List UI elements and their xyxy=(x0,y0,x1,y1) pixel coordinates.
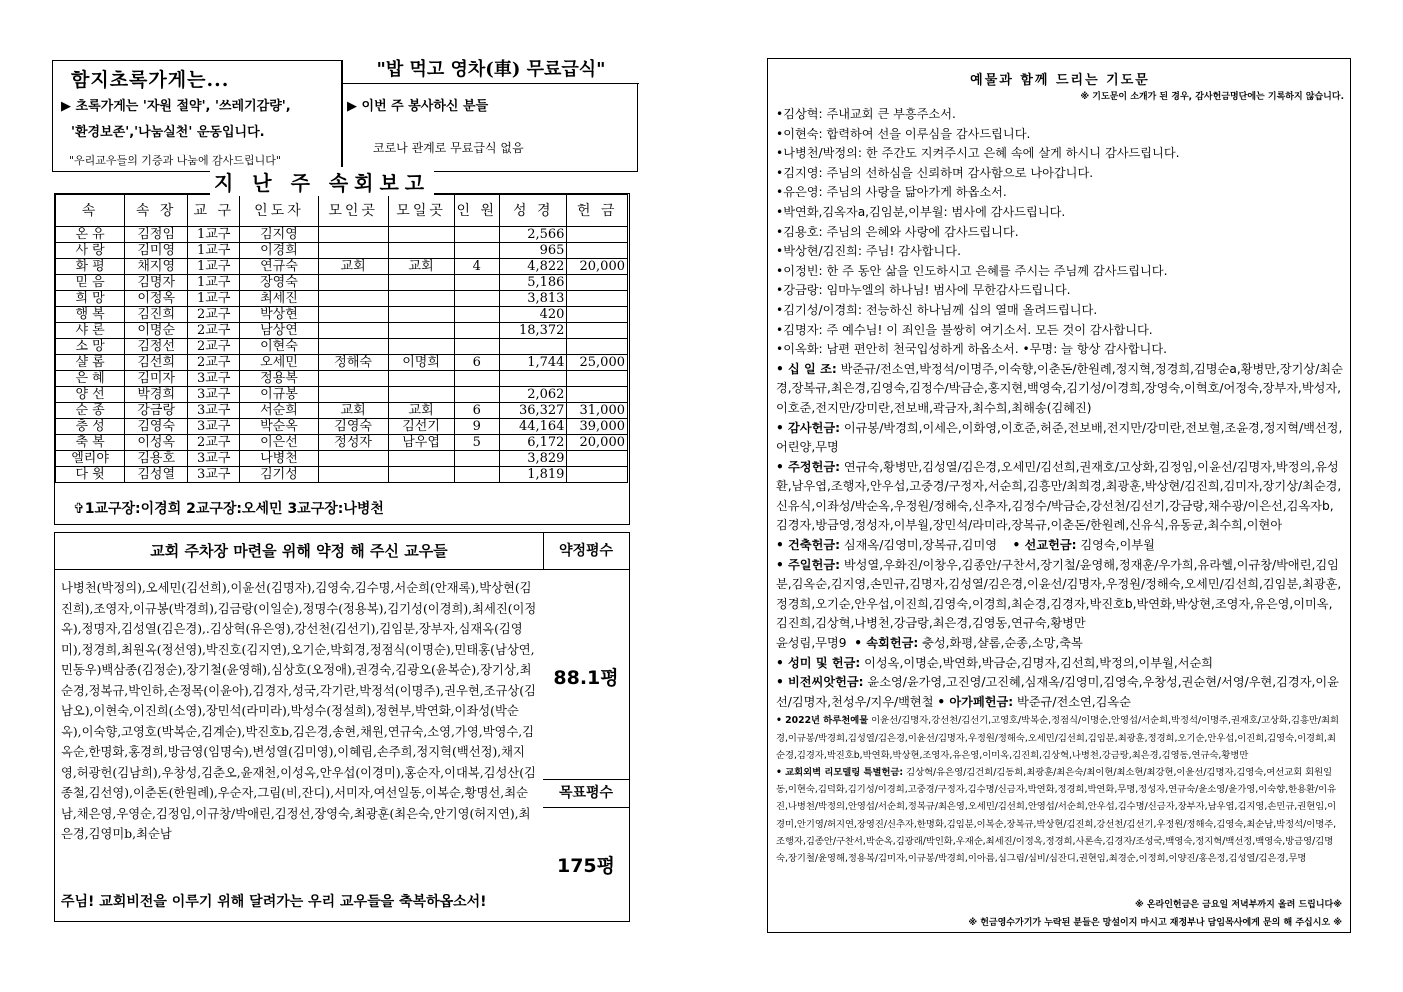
report-cell: 남우엽 xyxy=(388,435,454,451)
report-cell: 축 복 xyxy=(56,435,125,451)
report-cell: 온 유 xyxy=(56,227,125,243)
report-cell: 정성자 xyxy=(318,435,388,451)
thanks-label: • 감사헌금: xyxy=(776,420,840,435)
report-header-0: 속 xyxy=(56,195,125,227)
weekly-names: 연규숙,황병만,김성열/김은경,오세민/김선희,권재호/고상화,김정임,이윤선/김명자,박정의,유성환,남우엽,조행자,안우섭,고중경/구정자,서순희,김흥만/최희경,최광훈,박상현/김진희,김미자,장기상/최순경,신유식,이좌성/박순옥,우정원/정해숙,신추자,김정수/박금순,강선천/김선기,강금랑,채수광/이은선,김옥자b,김경자,방금영,정성자,이부월,장민석/라미라,장복규,이춘돈/한원례,신유식,유동균,최수희,이현아 xyxy=(776,459,1342,533)
sunday-meeting-list xyxy=(776,634,1344,654)
report-cell xyxy=(454,291,500,307)
weekly-label: • 주정헌금: xyxy=(776,459,840,474)
report-cell xyxy=(567,291,628,307)
report-cell xyxy=(567,467,628,483)
report-row xyxy=(56,451,628,467)
report-cell: 2,566 xyxy=(500,227,567,243)
report-cell: 김선기 xyxy=(388,419,454,435)
report-cell: 4 xyxy=(454,259,500,275)
report-cell: 이정옥 xyxy=(125,291,188,307)
prayer-item: •김명자: 주 예수님! 이 죄인을 불쌍히 여기소서. 모든 것이 감사합니다. xyxy=(776,322,1153,337)
report-cell: 나병천 xyxy=(240,451,318,467)
report-cell xyxy=(388,323,454,339)
report-cell xyxy=(454,451,500,467)
report-cell: 6 xyxy=(454,403,500,419)
report-cell: 교회 xyxy=(388,403,454,419)
report-cell: 남상연 xyxy=(240,323,318,339)
report-cell xyxy=(454,307,500,323)
report-cell: 3교구 xyxy=(188,467,240,483)
offering-prayer-box xyxy=(767,58,1351,933)
christmas-label: • 성미 및 헌금: xyxy=(776,655,861,670)
report-cell: 김기성 xyxy=(240,467,318,483)
report-cell: 20,000 xyxy=(567,259,628,275)
remodel-names: 김상혁/유은영/김건희/김동희,최광훈/최은숙/최이현/최소현/최강현,이윤선/김명자,김영숙,여선교회 회원일동,이현숙,김덕화,김기성/이경희,고중경/구정자,김수명/신금자,박연화,정경희,박연화,무명,정성자,연규숙/윤소영/윤가영,이숙향,한용환/이유진,나병천/박정의,안영섭/서순희,정복규/최은영,오세민/김선희,안영섭/서순희,안우섭,김수명/신금자,장부자,남우엽,김지영,손민규,권현임,이경미,안기영/허지연,장영진/신추자,한명화,김임분,이복순,장복규,박상현/김진희,강선천/김선기,우정원/정해숙,김영숙,최순남,박정석/이명주,조행자,김종안/구찬서,박순옥,김광래/박인화,우재순,최세진/이정옥,정경희,사론속,김경자/조성국,백영숙,정지혁/백선정,백영숙,방금영/김명숙,장기철/윤영해,정용복/김미자,이규봉/박경희,이아름,심그림/심비/심잔디,권현임,최경순,이정희,이양진/홍은정,김성열/김은경,무명 xyxy=(776,767,1337,865)
report-cell: 3교구 xyxy=(188,419,240,435)
report-cell xyxy=(454,339,500,355)
report-cell xyxy=(388,275,454,291)
report-cell: 3교구 xyxy=(188,451,240,467)
thanks-names: 이규봉/박경희,이세은,이화영,이호준,허준,전보배,전지만/강미란,전보혈,조윤경,정지혁/백선정,어린양,무명 xyxy=(776,420,1343,455)
prayer-item: •유은영: 주님의 사랑을 닮아가게 하옵소서. xyxy=(776,185,1007,200)
report-cell: 장영숙 xyxy=(240,275,318,291)
report-cell: 2교구 xyxy=(188,339,240,355)
prayer-item: •박상현/김진희: 주님! 감사합니다. xyxy=(776,244,961,259)
report-header-1: 속 장 xyxy=(125,195,188,227)
report-row xyxy=(56,323,628,339)
free-meal-message: 코로나 관계로 무료급식 없음 xyxy=(373,141,524,155)
report-cell: 김선희 xyxy=(125,355,188,371)
report-cell: 25,000 xyxy=(567,355,628,371)
tithe-label: • 십 일 조: xyxy=(776,361,837,376)
online-offering-note: ※ 온라인헌금은 금요일 저녁부까지 올려 드립니다※ xyxy=(1134,900,1342,910)
meeting-report-title: 지 난 주 속회보고 xyxy=(210,167,434,196)
report-cell xyxy=(318,451,388,467)
report-header-6: 인 원 xyxy=(454,195,500,227)
report-cell xyxy=(318,467,388,483)
report-cell: 1교구 xyxy=(188,227,240,243)
report-cell xyxy=(318,371,388,387)
report-cell: 교회 xyxy=(388,259,454,275)
parking-pledge-title: 교회 주차장 마련을 위해 약정 해 주신 교우들 xyxy=(55,533,544,570)
report-cell: 6,172 xyxy=(500,435,567,451)
daily-label: • 2022년 하루천예물 xyxy=(776,715,869,727)
report-cell: 이명순 xyxy=(125,323,188,339)
report-cell xyxy=(318,243,388,259)
meeting-report-table xyxy=(55,194,628,483)
christmas-list xyxy=(776,654,1344,674)
prayer-item: •나병천/박정의: 한 주간도 지켜주시고 은혜 속에 살게 하시니 감사드립니다. xyxy=(776,146,1180,161)
report-cell: 교회 xyxy=(318,403,388,419)
report-cell xyxy=(318,387,388,403)
report-cell: 연규숙 xyxy=(240,259,318,275)
report-row xyxy=(56,403,628,419)
report-cell: 박상현 xyxy=(240,307,318,323)
mission-label: • 선교헌금: xyxy=(1012,538,1077,553)
remodel-list xyxy=(776,764,1344,867)
green-store-line-1: ▶ 초록가게는 '자원 절약', '쓰레기감량', xyxy=(61,99,291,114)
tithe-list xyxy=(776,360,1344,419)
report-cell: 이현숙 xyxy=(240,339,318,355)
green-store-box xyxy=(52,60,342,172)
report-header-2: 교 구 xyxy=(188,195,240,227)
report-cell: 1,819 xyxy=(500,467,567,483)
report-row xyxy=(56,243,628,259)
report-cell xyxy=(318,323,388,339)
report-cell: 9 xyxy=(454,419,500,435)
report-header-4: 모인곳 xyxy=(318,195,388,227)
report-cell: 소 망 xyxy=(56,339,125,355)
report-cell xyxy=(388,451,454,467)
report-cell xyxy=(454,243,500,259)
report-cell: 희 망 xyxy=(56,291,125,307)
report-cell: 김미자 xyxy=(125,371,188,387)
report-cell xyxy=(388,227,454,243)
report-cell: 김영숙 xyxy=(125,419,188,435)
prayer-item: •박연화,김옥자a,김임분,이부월: 범사에 감사드립니다. xyxy=(776,204,1066,219)
receipt-note: ※ 헌금영수가기가 누락된 분들은 망설이지 마시고 재정부나 담임목사에게 문의 해 주십시오 ※ xyxy=(968,918,1342,928)
daily-names: 이윤선/김명자,강선천/김선기,고영호/박복순,정점식/이명순,안영섭/서순희,박정석/이명주,권재호/고상화,김흥만/최희경,이규봉/박경희,김성열/김은경,이윤선/김명자,우정원/정해숙,오세민/김선희,김임분,최광훈,정경희,오기순,안우섭,이진희,김영숙,이경희,최순경,김경자,박진호b,박연화,박상현,조영자,유은영,이미옥,김진희,김상혁,나병천,강금랑,최은경,김영동,연규숙,황병만 xyxy=(776,715,1339,761)
free-meal-servers: ▶ 이번 주 봉사하신 분들 xyxy=(347,99,489,114)
report-cell: 정용복 xyxy=(240,371,318,387)
report-row xyxy=(56,387,628,403)
christmas-names: 이성옥,이명순,박연화,박금순,김명자,김선희,박정의,이부월,서순희 xyxy=(864,655,1214,670)
report-cell xyxy=(318,339,388,355)
report-cell: 김용호 xyxy=(125,451,188,467)
building-names: 심재옥/김영미,장복규,김미영 xyxy=(843,538,998,553)
report-cell: 김명자 xyxy=(125,275,188,291)
report-cell: 20,000 xyxy=(567,435,628,451)
report-cell xyxy=(454,467,500,483)
report-header-7: 성 경 xyxy=(500,195,567,227)
report-cell: 420 xyxy=(500,307,567,323)
report-cell: 이명희 xyxy=(388,355,454,371)
prayer-list xyxy=(776,105,1344,360)
report-cell: 양 선 xyxy=(56,387,125,403)
meeting-names: 충성,화평,샬롬,순종,소망,축복 xyxy=(922,636,1083,651)
prayer-item: •김지영: 주님의 선하심을 신뢰하며 감사함으로 나아갑니다. xyxy=(776,165,1094,180)
report-cell: 1교구 xyxy=(188,243,240,259)
report-cell: 39,000 xyxy=(567,419,628,435)
report-cell: 1교구 xyxy=(188,291,240,307)
report-cell: 5,186 xyxy=(500,275,567,291)
report-cell: 최세진 xyxy=(240,291,318,307)
free-meal-box xyxy=(342,60,638,172)
report-header-5: 모일곳 xyxy=(388,195,454,227)
report-cell: 김정선 xyxy=(125,339,188,355)
report-cell: 김성열 xyxy=(125,467,188,483)
report-row xyxy=(56,355,628,371)
report-cell xyxy=(567,307,628,323)
report-cell: 김지영 xyxy=(240,227,318,243)
report-cell: 2교구 xyxy=(188,307,240,323)
report-cell: 44,164 xyxy=(500,419,567,435)
prayer-item: •김기성/이경희: 전능하신 하나님께 십의 열매 올려드립니다. xyxy=(776,302,1098,317)
prayer-item: •이정빈: 한 주 동안 삶을 인도하시고 은혜를 주시는 주님께 감사드립니다. xyxy=(776,263,1168,278)
report-cell: 믿 음 xyxy=(56,275,125,291)
report-cell: 강금랑 xyxy=(125,403,188,419)
report-cell: 3,829 xyxy=(500,451,567,467)
pledge-area-value: 88.1평 xyxy=(553,667,619,689)
report-cell: 샤 론 xyxy=(56,323,125,339)
report-cell xyxy=(567,243,628,259)
report-cell xyxy=(567,451,628,467)
report-cell: 샬 롬 xyxy=(56,355,125,371)
report-cell: 3교구 xyxy=(188,371,240,387)
thanks-list xyxy=(776,419,1344,458)
report-row xyxy=(56,419,628,435)
report-cell xyxy=(318,275,388,291)
report-cell: 이성옥 xyxy=(125,435,188,451)
report-cell xyxy=(500,371,567,387)
mission-names: 김영숙,이부월 xyxy=(1080,538,1155,553)
report-row xyxy=(56,339,628,355)
report-cell xyxy=(567,275,628,291)
report-cell xyxy=(567,371,628,387)
parking-prayer: 주님! 교회비전을 이루기 위해 달려가는 우리 교우들을 축복하옵소서! xyxy=(61,894,487,910)
vision-label: • 비전씨앗헌금: xyxy=(776,675,864,690)
district-leaders: ✞1교구장:이경희 2교구장:오세민 3교구장:나병천 xyxy=(73,501,384,517)
report-row xyxy=(56,371,628,387)
report-cell: 화 평 xyxy=(56,259,125,275)
report-cell: 충 성 xyxy=(56,419,125,435)
report-cell xyxy=(454,371,500,387)
pledge-area-label: 약정평수 xyxy=(543,533,629,570)
vision-cafe-list xyxy=(776,673,1344,712)
report-cell xyxy=(567,227,628,243)
report-cell xyxy=(388,387,454,403)
report-cell: 서순희 xyxy=(240,403,318,419)
report-cell: 은 혜 xyxy=(56,371,125,387)
prayer-item: •이옥화: 남편 편안히 천국입성하게 하옵소서. •무명: 늘 항상 감사합니다. xyxy=(776,342,1167,357)
report-cell xyxy=(567,339,628,355)
building-label: • 건축헌금: xyxy=(776,538,840,553)
report-cell: 교회 xyxy=(318,259,388,275)
report-cell: 3교구 xyxy=(188,387,240,403)
pledge-names: 나병천(박정의),오세민(김선희),이윤선(김명자),김영숙,김수명,서순희(안재록),박상현(김진희),조영자,이규봉(박경희),김금랑(이일순),정명수(정용복),김기성(이경희),최세진(이정옥),정명자,김성열(김은경),.김상혁(유은영),강선천(김선기),김임분,장부자,심재옥(김영미),정경희,최원옥(정선영),박진호(김지연),오기순,박회경,정점식(이명순),민태홍(남상연,민동우)백삼종(김정순),장기철(윤영해),심상호(오정애),권경숙,김광오(윤복순),장기상,최순경,정복규,박인하,손정목(이윤아),김경자,성국,각기란,박정석(이명주),권우현,조규상(김남오),이현숙,이진희(소영),장민석(라미라),박성수(정설희),정현부,박연화,이좌성(박순옥),이숙향,고영호(박복순,김계순),박진호b,김은경,송현,채원,연규숙,소영,가영,박영수,김옥순,한명화,홍경희,방금영(임명숙),변성열(김미영),이혜림,손주희,정지혁(백선정),채지영,허광헌(김남희),우창성,김춘오,윤재천,이성옥,안우섭(이경미),홍순자,이대복,김성산(김종철,김선영),이춘돈(한원례),우순자,그림(비,잔디),서미자,여선일동,이복순,황명선,최순남,채은영,우영순,김정임,이규창/박애린,김정선,장영숙,최광훈(최은숙,안기영(허지연),최은경,김영미b,최순남 xyxy=(61,581,537,841)
report-row xyxy=(56,227,628,243)
report-cell xyxy=(388,467,454,483)
report-header-3: 인도자 xyxy=(240,195,318,227)
report-cell xyxy=(388,307,454,323)
report-cell xyxy=(500,339,567,355)
report-row xyxy=(56,307,628,323)
parking-pledge-box xyxy=(54,532,630,922)
report-cell: 김정임 xyxy=(125,227,188,243)
report-row xyxy=(56,467,628,483)
report-cell xyxy=(388,291,454,307)
report-cell: 엘리야 xyxy=(56,451,125,467)
offering-body xyxy=(776,105,1344,867)
report-cell: 박경희 xyxy=(125,387,188,403)
report-cell: 박순옥 xyxy=(240,419,318,435)
report-cell: 4,822 xyxy=(500,259,567,275)
report-row xyxy=(56,259,628,275)
report-cell xyxy=(567,387,628,403)
report-cell: 다 윗 xyxy=(56,467,125,483)
meeting-report xyxy=(54,193,630,525)
offering-note: ※ 기도문이 소개가 된 경우, 감사헌금명단에는 기록하지 않습니다. xyxy=(1080,92,1344,102)
report-cell xyxy=(318,291,388,307)
report-cell: 2,062 xyxy=(500,387,567,403)
goal-area-value: 175평 xyxy=(556,855,615,877)
offering-title: 예물과 함께 드리는 기도문 xyxy=(970,73,1150,88)
weekly-list xyxy=(776,458,1344,536)
green-store-quote: "우리교우들의 기증과 나눔에 감사드립니다" xyxy=(69,154,281,167)
report-row xyxy=(56,275,628,291)
goal-area-label: 목표평수 xyxy=(543,779,629,808)
prayer-item: •김용호: 주님의 은혜와 사랑에 감사드립니다. xyxy=(776,224,1019,239)
report-cell xyxy=(454,227,500,243)
remodel-label: • 교회외벽 리모델링 특별헌금: xyxy=(776,767,904,779)
report-cell: 6 xyxy=(454,355,500,371)
report-cell xyxy=(454,275,500,291)
report-row xyxy=(56,435,628,451)
green-store-title: 함지초록가게는... xyxy=(71,69,230,91)
report-cell xyxy=(388,243,454,259)
sunday-names: 박성열,우화진/이창우,김종안/구찬서,장기철/윤영해,정재훈/우가희,유라헬,이규창/박애린,김임분,김옥순,김지영,손민규,김명자,김성열/김은경,이윤선/김명자,우정원/정해숙,오세민/김선희,김임분,최광훈,정경희,오기순,안우섭,이진희,김영숙,이경희,최순경,김경자,박진호b,박연화,박상현,조영자,유은영,이미옥,김진희,김상혁,나병천,강금랑,최은경,김영동,연규숙,황병만 xyxy=(776,557,1342,631)
report-cell: 오세민 xyxy=(240,355,318,371)
report-cell: 36,327 xyxy=(500,403,567,419)
report-cell xyxy=(454,387,500,403)
report-cell: 1,744 xyxy=(500,355,567,371)
report-row xyxy=(56,291,628,307)
pledge-area-column xyxy=(543,533,629,921)
cafe-label: • 아가페헌금: xyxy=(937,694,1014,709)
report-cell: 1교구 xyxy=(188,275,240,291)
report-cell: 2교구 xyxy=(188,323,240,339)
report-cell: 18,372 xyxy=(500,323,567,339)
cafe-names: 박준규/전소연,김옥순 xyxy=(1017,694,1131,709)
tithe-names: 박준규/전소연,박정석/이명주,이숙향,이춘돈/한원례,정지혁,정경희,김명순a,황병만,장기상/최순경,장복규,최은경,김영숙,김정수/박금순,홍지현,백영숙,김기성/이경희,장영숙,이혁호/어정숙,장부자,박성자,이호준,전지만/강미란,전보배,곽금자,최수희,최해송(김혜진) xyxy=(776,361,1343,415)
report-cell: 5 xyxy=(454,435,500,451)
report-cell: 이경희 xyxy=(240,243,318,259)
report-cell xyxy=(318,227,388,243)
daily-list xyxy=(776,712,1344,764)
sunday-label: • 주일헌금: xyxy=(776,557,840,572)
report-cell: 3교구 xyxy=(188,403,240,419)
report-cell xyxy=(318,307,388,323)
report-cell: 사 랑 xyxy=(56,243,125,259)
sunday-tail: 윤성림,무명9 xyxy=(776,636,847,651)
report-cell: 31,000 xyxy=(567,403,628,419)
report-cell xyxy=(454,323,500,339)
vision-names: 윤소영/윤가영,고진영/고진혜,심재옥/김영미,김영숙,우창성,권순현/서영/우현,김경자,이윤선/김명자,천성우/지우/백현철 xyxy=(776,675,1339,709)
report-cell: 김미영 xyxy=(125,243,188,259)
prayer-item: •이현숙: 합력하여 선을 이루심을 감사드립니다. xyxy=(776,126,1031,141)
report-cell: 행 복 xyxy=(56,307,125,323)
report-cell: 채지영 xyxy=(125,259,188,275)
report-cell: 정해숙 xyxy=(318,355,388,371)
report-cell: 이규봉 xyxy=(240,387,318,403)
report-cell: 2교구 xyxy=(188,355,240,371)
report-cell: 2교구 xyxy=(188,435,240,451)
building-mission-list xyxy=(776,536,1344,556)
report-cell: 김영숙 xyxy=(318,419,388,435)
report-cell xyxy=(567,323,628,339)
report-cell: 김진희 xyxy=(125,307,188,323)
report-cell: 3,813 xyxy=(500,291,567,307)
sunday-list xyxy=(776,556,1344,634)
report-cell: 이은선 xyxy=(240,435,318,451)
report-cell: 순 종 xyxy=(56,403,125,419)
report-cell xyxy=(388,339,454,355)
prayer-item: •강금랑: 임마누엘의 하나님! 범사에 무한감사드립니다. xyxy=(776,283,1071,298)
meeting-label: • 속회헌금: xyxy=(854,636,919,651)
report-cell: 1교구 xyxy=(188,259,240,275)
report-header-8: 헌 금 xyxy=(567,195,628,227)
free-meal-title: "밥 먹고 영차(車) 무료급식" xyxy=(343,57,639,84)
green-store-line-2: '환경보존','나눔실천' 운동입니다. xyxy=(71,125,265,140)
report-cell xyxy=(388,371,454,387)
prayer-item: •김상혁: 주내교회 큰 부흥주소서. xyxy=(776,107,956,121)
report-cell: 965 xyxy=(500,243,567,259)
